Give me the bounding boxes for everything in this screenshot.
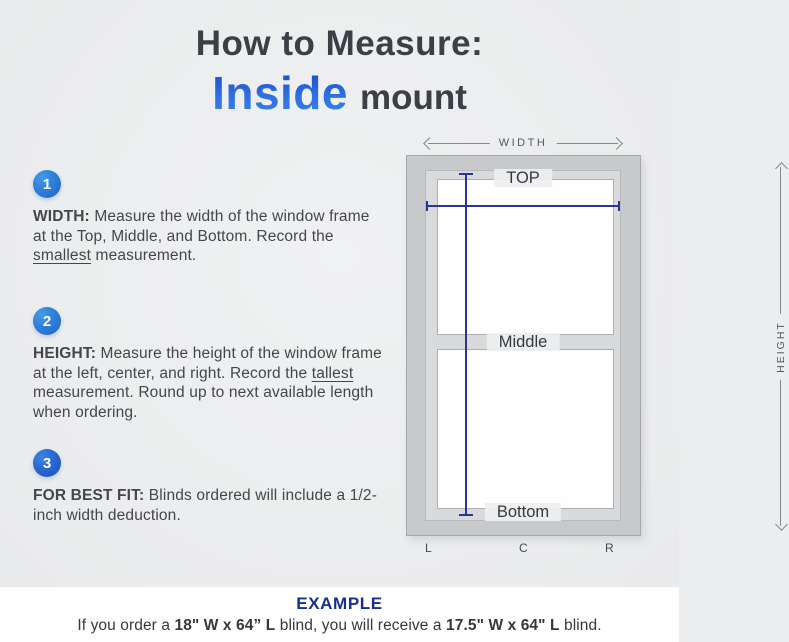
title-line1: How to Measure: <box>195 24 484 63</box>
title-suffix-mount: mount <box>360 78 467 117</box>
label-center: C <box>519 541 529 555</box>
height-measure-line <box>465 173 467 516</box>
arrow-right-icon <box>610 137 623 150</box>
step-3-text: FOR BEST FIT: Blinds ordered will include a 1/2-inch width deduction. <box>33 487 378 524</box>
height-label: HEIGHT <box>773 314 789 380</box>
step-2-number-badge: 2 <box>33 307 61 335</box>
width-label: WIDTH <box>490 137 557 149</box>
step-1-number-badge: 1 <box>33 170 61 198</box>
arrow-left-icon <box>423 137 436 150</box>
label-bottom: Bottom <box>485 503 561 521</box>
step-2-text: HEIGHT: Measure the height of the window frame at the left, center, and right. Record the tallest measurement. Round up to next available length when ordering. <box>33 345 382 422</box>
width-arrow <box>425 136 621 150</box>
width-measure-line <box>426 205 620 207</box>
step-3-number-badge: 3 <box>33 449 61 477</box>
height-arrow <box>774 164 787 529</box>
example-body: If you order a 18" W x 64” L blind, you will receive a 17.5" W x 64" L blind. <box>77 617 602 634</box>
title-line2 <box>0 66 679 120</box>
window-pane-upper <box>437 179 614 335</box>
step-2 <box>33 307 387 423</box>
window-measurement-diagram <box>383 133 787 565</box>
step-3 <box>33 449 387 525</box>
arrow-up-icon <box>775 162 788 175</box>
page-title <box>0 24 679 120</box>
label-top: TOP <box>494 169 552 187</box>
example-heading: EXAMPLE <box>296 594 383 613</box>
step-1-text: WIDTH: Measure the width of the window frame at the Top, Middle, and Bottom. Record the smallest measurement. <box>33 208 370 265</box>
label-left: L <box>425 541 433 555</box>
title-highlight-inside: Inside <box>212 67 348 119</box>
window-pane-lower <box>437 349 614 509</box>
example-section <box>0 587 679 642</box>
step-1 <box>33 170 387 266</box>
label-middle: Middle <box>487 333 560 351</box>
arrow-down-icon <box>775 518 788 531</box>
label-right: R <box>605 541 615 555</box>
